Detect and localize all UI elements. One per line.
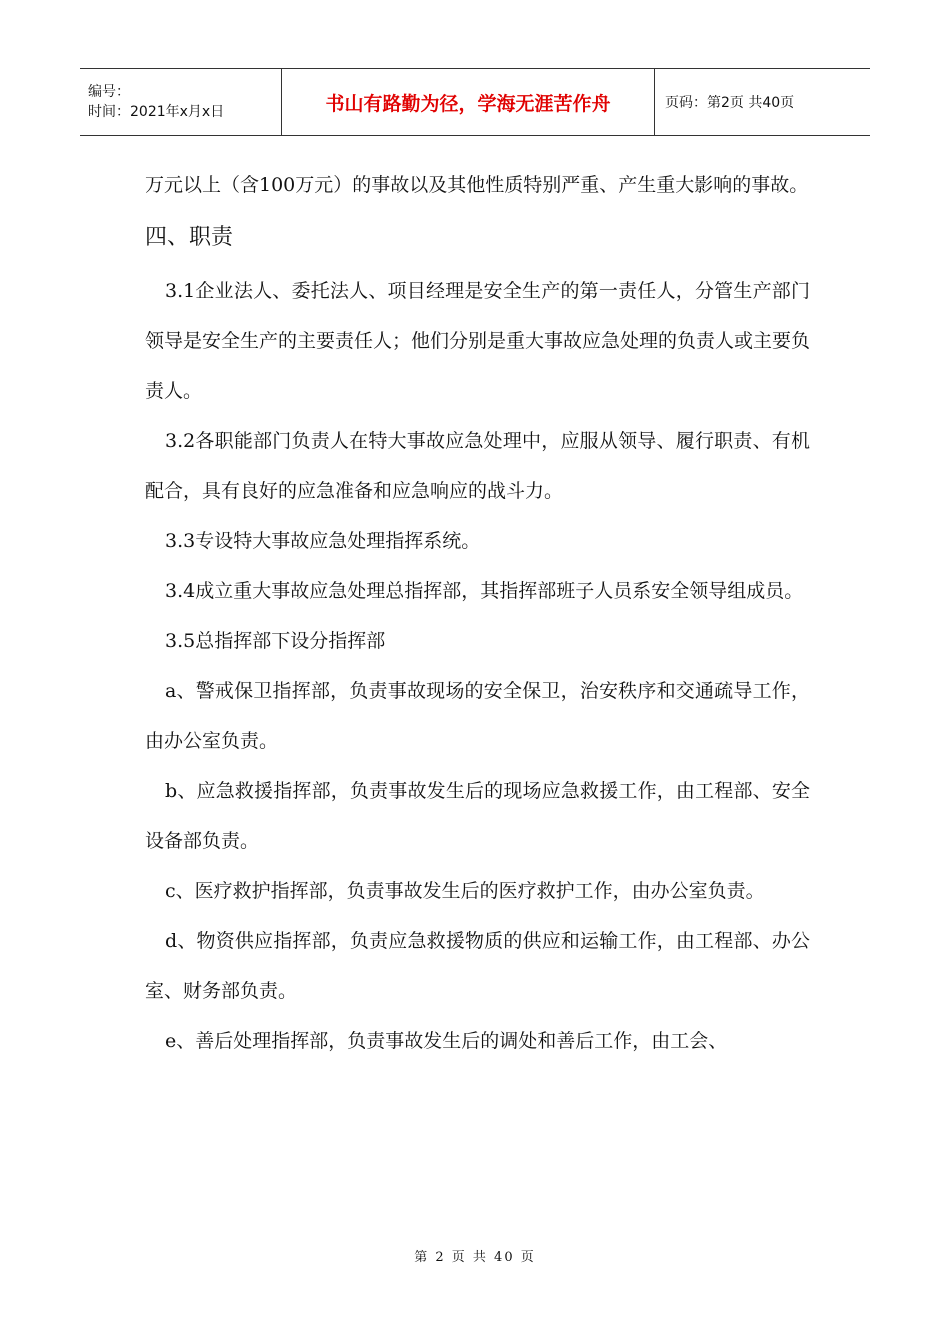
document-date: 时间：2021年x月x日: [88, 104, 225, 120]
list-item: a、警戒保卫指挥部，负责事故现场的安全保卫，治安秩序和交通疏导工作，由办公室负责。: [145, 680, 810, 752]
document-number-label: 编号：: [88, 84, 130, 100]
section-heading: 四、职责: [145, 225, 234, 250]
header-meta: [80, 69, 282, 135]
document-body: [145, 160, 810, 1066]
list-item: d、物资供应指挥部，负责应急救援物质的供应和运输工作，由工程部、办公室、财务部负责。: [145, 930, 810, 1002]
list-item: e、善后处理指挥部，负责事故发生后的调处和善后工作，由工会、: [165, 1030, 728, 1052]
paragraph: 3.1企业法人、委托法人、项目经理是安全生产的第一责任人，分管生产部门领导是安全生产的主要责任人；他们分别是重大事故应急处理的负责人或主要负责人。: [145, 280, 811, 402]
paragraph: 万元以上（含100万元）的事故以及其他性质特别严重、产生重大影响的事故。: [145, 174, 809, 196]
page-header: [80, 68, 870, 136]
header-page-info-cell: [655, 69, 870, 135]
header-motto-cell: [282, 69, 655, 135]
page-footer: 第 2 页 共 40 页: [414, 1250, 536, 1265]
list-item: c、医疗救护指挥部，负责事故发生后的医疗救护工作，由办公室负责。: [165, 880, 765, 902]
header-page-info: 页码：第2页 共40页: [665, 95, 795, 111]
paragraph: 3.5总指挥部下设分指挥部: [165, 630, 386, 652]
header-motto: 书山有路勤为径，学海无涯苦作舟: [325, 92, 611, 115]
paragraph: 3.4成立重大事故应急处理总指挥部，其指挥部班子人员系安全领导组成员。: [165, 580, 804, 602]
paragraph: 3.2各职能部门负责人在特大事故应急处理中，应服从领导、履行职责、有机配合，具有良好的应急准备和应急响应的战斗力。: [145, 430, 810, 502]
paragraph: 3.3专设特大事故应急处理指挥系统。: [165, 530, 481, 552]
list-item: b、应急救援指挥部，负责事故发生后的现场应急救援工作，由工程部、安全设备部负责。: [145, 780, 810, 852]
